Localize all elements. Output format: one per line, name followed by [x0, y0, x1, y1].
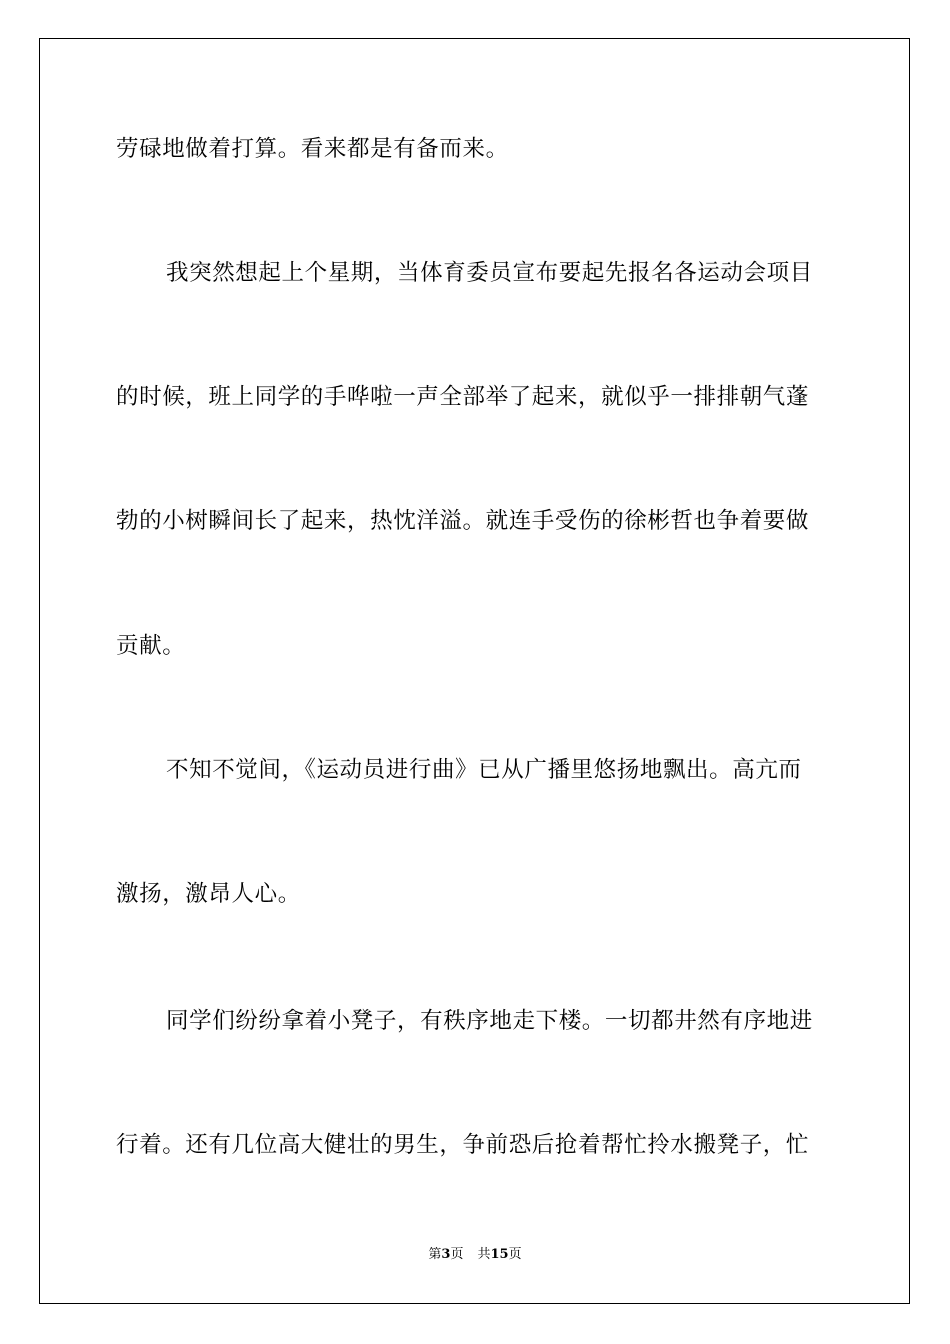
paragraph-line: 激扬，激昂人心。 [116, 881, 301, 907]
page-border [39, 38, 910, 1304]
paragraph-line: 劳碌地做着打算。看来都是有备而来。 [116, 136, 509, 162]
page-total: 15 [490, 1247, 509, 1262]
paragraph-line: 贡献。 [116, 633, 186, 659]
total-suffix: 页 [508, 1247, 522, 1262]
paragraph-line: 不知不觉间，《运动员进行曲》已从广播里悠扬地飘出。高亢而 [166, 757, 802, 783]
paragraph-line: 的时候，班上同学的手哗啦一声全部举了起来，就似乎一排排朝气蓬 [116, 384, 810, 410]
paragraph-line: 同学们纷纷拿着小凳子，有秩序地走下楼。一切都井然有序地进 [166, 1008, 813, 1034]
total-prefix: 共 [477, 1247, 491, 1262]
page-number: 3 [441, 1247, 451, 1262]
page-footer [0, 1245, 950, 1265]
paragraph-line: 行着。还有几位高大健壮的男生，争前恐后抢着帮忙拎水搬凳子，忙 [116, 1132, 810, 1158]
paragraph-line: 我突然想起上个星期，当体育委员宣布要起先报名各运动会项目 [166, 260, 813, 286]
paragraph-line: 勃的小树瞬间长了起来，热忱洋溢。就连手受伤的徐彬哲也争着要做 [116, 508, 810, 534]
page-suffix: 页 [450, 1247, 464, 1262]
page-prefix: 第 [428, 1247, 442, 1262]
